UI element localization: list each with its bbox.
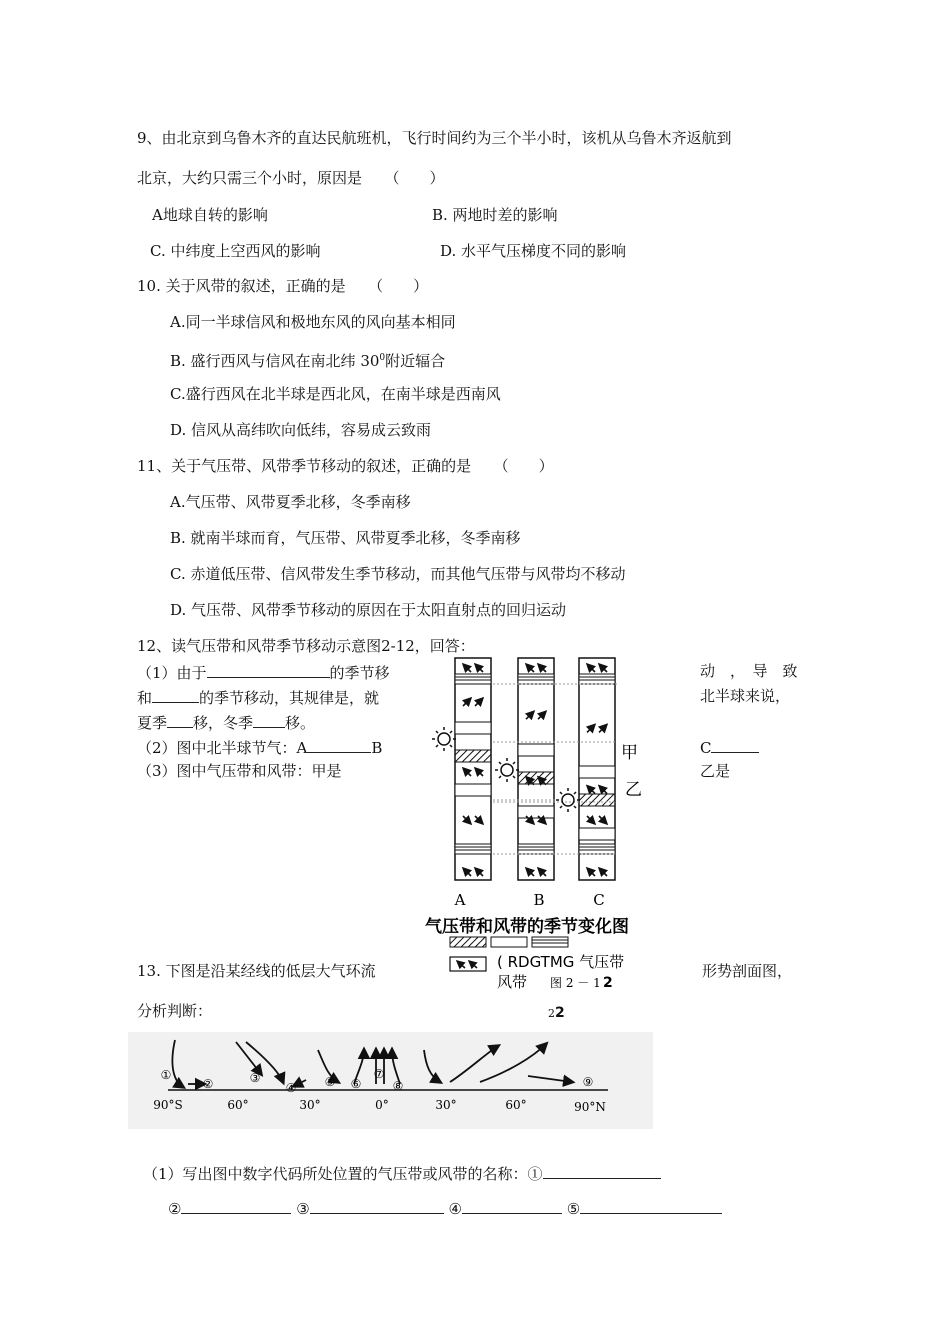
pressure-belt	[455, 674, 491, 684]
pressure-belt	[579, 766, 615, 778]
q12-blank-2[interactable]	[152, 686, 199, 703]
q9-option-b: B. 两地时差的影响	[432, 206, 558, 224]
q12-stem: 12、读气压带和风带季节移动示意图2-12，回答：	[137, 637, 475, 655]
lat-0: 0°	[375, 1098, 389, 1112]
q12-blank-1[interactable]	[207, 661, 330, 678]
q9-stem-line1: 9、由北京到乌鲁木齐的直达民航班机，飞行时间约为三个半小时，该机从乌鲁木齐返航到	[137, 129, 732, 147]
q9-option-d: D. 水平气压梯度不同的影响	[440, 242, 627, 260]
pressure-belt	[518, 674, 554, 684]
q13-blank-5[interactable]	[580, 1197, 722, 1214]
q12-part3-text-c: 移。	[285, 714, 316, 732]
q13-stem-right: 形势剖面图，	[702, 962, 793, 980]
q12-part1-line	[137, 661, 390, 683]
label-jia: 甲	[621, 743, 638, 763]
q13-marker-3: ③	[296, 1200, 310, 1218]
q12-part1-right: 动 ， 导 致	[700, 662, 798, 680]
marker-1: ①	[160, 1068, 172, 1082]
q12-blank-a[interactable]	[307, 736, 371, 753]
figure-caption: 气压带和风带的季节变化图	[425, 917, 629, 937]
q10-option-d: D. 信风从高纬吹向低纬，容易成云致雨	[170, 421, 432, 439]
pressure-belt	[579, 794, 615, 806]
pressure-belt	[455, 844, 491, 854]
q10-option-b-text: B. 盛行西风与信风在南北纬 30	[170, 352, 380, 370]
q13-blank-1[interactable]	[543, 1162, 661, 1179]
pressure-belt	[455, 784, 491, 796]
figure-number-bold: 2	[555, 1005, 565, 1021]
q11-option-c: C. 赤道低压带、信风带发生季节移动，而其他气压带与风带均不移动	[170, 565, 626, 583]
q12-part5-right: 乙是	[700, 762, 731, 780]
q10-option-b	[170, 348, 445, 371]
q10-option-a: A.同一半球信风和极地东风的风向基本相同	[170, 313, 456, 331]
degree-superscript: 0	[379, 353, 386, 363]
marker-9: ⑨	[582, 1075, 594, 1089]
marker-8: ⑧	[392, 1079, 404, 1093]
q12-part4-c: C	[700, 739, 712, 757]
pressure-belt	[579, 828, 615, 840]
pressure-belt	[455, 750, 491, 762]
marker-3: ③	[249, 1071, 261, 1085]
q13-blank-4[interactable]	[462, 1197, 562, 1214]
column-label-a: A	[454, 891, 466, 909]
q11-option-b: B. 就南半球而育，气压带、风带夏季北移，冬季南移	[170, 529, 521, 547]
q12-blank-3[interactable]	[167, 711, 193, 728]
q13-stem-line2: 分析判断：	[137, 1002, 213, 1020]
q12-part4-right	[700, 736, 759, 758]
figure-number-below	[548, 1003, 565, 1024]
legend-high-pressure-symbol	[450, 937, 486, 947]
q12-part3-text: 夏季	[137, 714, 168, 732]
marker-5: ⑤	[324, 1075, 336, 1089]
pressure-wind-belt-figure	[425, 650, 665, 995]
q12-part2-text-b: 的季节移动，其规律是，就	[199, 689, 380, 707]
q11-option-a: A.气压带、风带夏季北移，冬季南移	[170, 493, 411, 511]
pressure-belt	[579, 844, 615, 854]
legend-pressure-stripes	[532, 937, 568, 947]
q9-stem-line2: 北京，大约只需三个小时，原因是 （ ）	[137, 169, 445, 187]
legend-wind-symbol	[450, 957, 486, 971]
pressure-belt	[518, 844, 554, 854]
figure-number-suffix: 2	[603, 975, 613, 991]
legend-text-pressure: ( RDGTMG 气压带	[497, 953, 625, 971]
q13-blank-2[interactable]	[181, 1197, 291, 1214]
q12-part4-text-b: B	[371, 739, 383, 757]
lat-60s: 60°	[227, 1098, 249, 1112]
marker-7: ⑦	[373, 1067, 385, 1081]
sun-icon	[495, 758, 519, 782]
q11-option-d: D. 气压带、风带季节移动的原因在于太阳直射点的回归运动	[170, 601, 567, 619]
q12-part2-text: 和	[137, 689, 153, 707]
circulation-profile-diagram	[128, 1032, 653, 1129]
sun-icon	[556, 788, 580, 812]
lat-30n: 30°	[435, 1098, 457, 1112]
marker-4: ④	[285, 1081, 297, 1095]
q13-marker-5: ⑤	[566, 1200, 581, 1218]
legend-text-wind: 风带	[497, 973, 528, 991]
q12-part1-text: （1）由于	[137, 664, 207, 682]
marker-2: ②	[202, 1077, 214, 1091]
q12-part4-line	[137, 736, 382, 758]
q12-part2-line	[137, 686, 379, 708]
q10-stem: 10. 关于风带的叙述，正确的是 （ ）	[137, 277, 429, 295]
q10-option-c: C.盛行西风在北半球是西北风，在南半球是西南风	[170, 385, 501, 403]
q9-option-a: A地球自转的影响	[152, 206, 268, 224]
column-label-c: C	[593, 891, 605, 909]
q12-part4-text: （2）图中北半球节气：A	[137, 739, 308, 757]
q13-blank-3[interactable]	[310, 1197, 444, 1214]
sun-icon	[432, 727, 456, 751]
legend-low-pressure-symbol	[491, 937, 527, 947]
lat-30s: 30°	[299, 1098, 321, 1112]
q13-sub1-line2	[168, 1197, 722, 1219]
lat-90n: 90°N	[574, 1100, 606, 1114]
lat-60n: 60°	[505, 1098, 527, 1112]
q12-part2-right: 北半球来说，	[700, 687, 791, 705]
pressure-belt	[455, 722, 491, 734]
q13-sub1-text: （1）写出图中数字代码所处位置的气压带或风带的名称：①	[143, 1165, 543, 1183]
q11-stem: 11、关于气压带、风带季节移动的叙述，正确的是 （ ）	[137, 457, 554, 475]
figure-number: 图 2 － 1	[550, 976, 601, 990]
q13-marker-4: ④	[448, 1200, 462, 1218]
column-label-b: B	[533, 891, 545, 909]
marker-6: ⑥	[350, 1077, 362, 1091]
q13-sub1-line	[143, 1162, 661, 1184]
q13-stem: 13. 下图是沿某经线的低层大气环流	[137, 962, 376, 980]
q12-part3-line	[137, 711, 315, 733]
pressure-belt	[518, 806, 554, 818]
pressure-belt	[518, 772, 554, 784]
q12-blank-c[interactable]	[711, 736, 759, 753]
q13-marker-2: ②	[168, 1200, 182, 1218]
q12-blank-4[interactable]	[253, 711, 285, 728]
q10-option-b-suffix: 附近辐合	[385, 352, 446, 370]
q12-part1-text-b: 的季节移	[329, 664, 390, 682]
q12-part5-line: （3）图中气压带和风带：甲是	[137, 762, 342, 780]
figure-number-small: 2	[548, 1007, 555, 1020]
label-yi: 乙	[625, 780, 642, 800]
q9-option-c: C. 中纬度上空西风的影响	[150, 242, 321, 260]
pressure-belt	[579, 674, 615, 684]
lat-90s: 90°S	[153, 1098, 183, 1112]
pressure-belt	[518, 744, 554, 756]
q12-part3-text-b: 移，冬季	[193, 714, 254, 732]
